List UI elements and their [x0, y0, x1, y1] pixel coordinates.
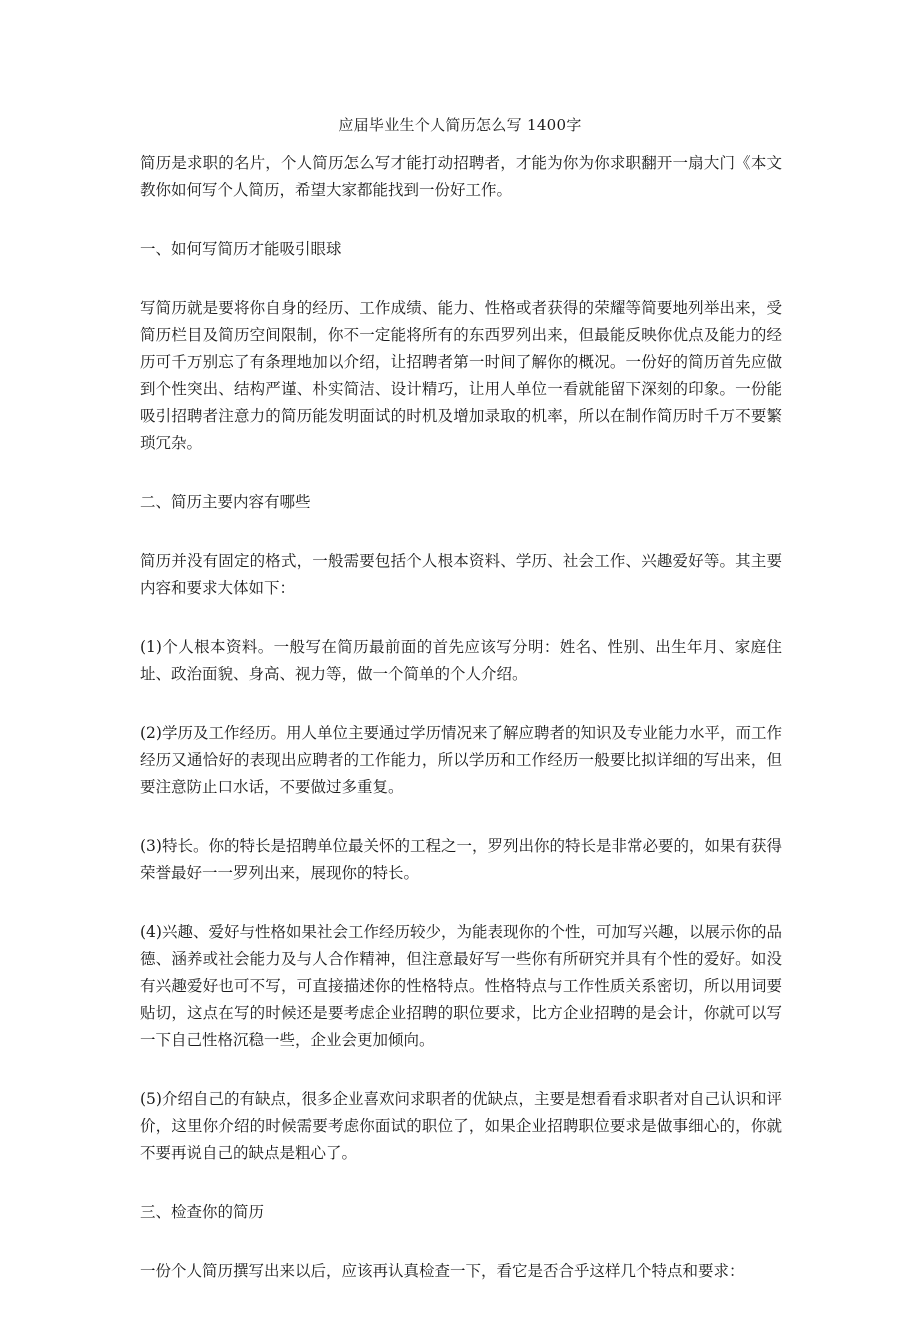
list-item-5: (5)介绍自己的有缺点，很多企业喜欢问求职者的优缺点，主要是想看看求职者对自己认识和评价，这里你介绍的时候需要考虑你面试的职位了，如果企业招聘职位要求是做事细心的，你就不要再说自己的缺点是粗心了。: [140, 1090, 782, 1162]
list-item-4: (4)兴趣、爱好与性格如果社会工作经历较少，为能表现你的个性，可加写兴趣，以展示你的品德、涵养或社会能力及与人合作精神，但注意最好写一些你有所研究并具有个性的爱好。如没有兴趣爱好也可不写，可直接描述你的性格特点。性格特点与工作性质关系密切，所以用词要贴切，这点在写的时候还是要考虑企业招聘的职位要求，比方企业招聘的是会计，你就可以写一下自己性格沉稳一些，企业会更加倾向。: [140, 923, 782, 1049]
section-1-heading: 一、如何写简历才能吸引眼球: [140, 240, 342, 258]
list-item-3: (3)特长。你的特长是招聘单位最关怀的工程之一，罗列出你的特长是非常必要的，如果有获得荣誉最好一一罗列出来，展现你的特长。: [140, 837, 782, 882]
section-3-paragraph: 一份个人简历撰写出来以后，应该再认真检查一下，看它是否合乎这样几个特点和要求：: [140, 1262, 745, 1280]
section-2-paragraph: 简历并没有固定的格式，一般需要包括个人根本资料、学历、社会工作、兴趣爱好等。其主要内容和要求大体如下：: [140, 552, 782, 597]
section-1-paragraph: 写简历就是要将你自身的经历、工作成绩、能力、性格或者获得的荣耀等简要地列举出来，受简历栏目及简历空间限制，你不一定能将所有的东西罗列出来，但最能反映你优点及能力的经历可千万别忘了有条理地加以介绍，让招聘者第一时间了解你的概况。一份好的简历首先应做到个性突出、结构严谨、朴实简洁、设计精巧，让用人单位一看就能留下深刻的印象。一份能吸引招聘者注意力的简历能发明面试的时机及增加录取的机率，所以在制作简历时千万不要繁琐冗杂。: [140, 299, 782, 452]
intro-paragraph: 简历是求职的名片，个人简历怎么写才能打动招聘者，才能为你为你求职翻开一扇大门《本文教你如何写个人简历，希望大家都能找到一份好工作。: [140, 154, 782, 199]
list-item-2: (2)学历及工作经历。用人单位主要通过学历情况来了解应聘者的知识及专业能力水平，而工作经历又通恰好的表现出应聘者的工作能力，所以学历和工作经历一般要比拟详细的写出来，但要注意防止口水话，不要做过多重复。: [140, 724, 782, 796]
section-2-heading: 二、简历主要内容有哪些: [140, 493, 311, 511]
document-body: [140, 150, 782, 1317]
document-title: 应届毕业生个人简历怎么写 1400字: [338, 116, 582, 134]
list-item-1: (1)个人根本资料。一般写在简历最前面的首先应该写分明：姓名、性别、出生年月、家庭住址、政治面貌、身高、视力等，做一个简单的个人介绍。: [140, 638, 782, 683]
section-3-heading: 三、检查你的简历: [140, 1203, 265, 1221]
